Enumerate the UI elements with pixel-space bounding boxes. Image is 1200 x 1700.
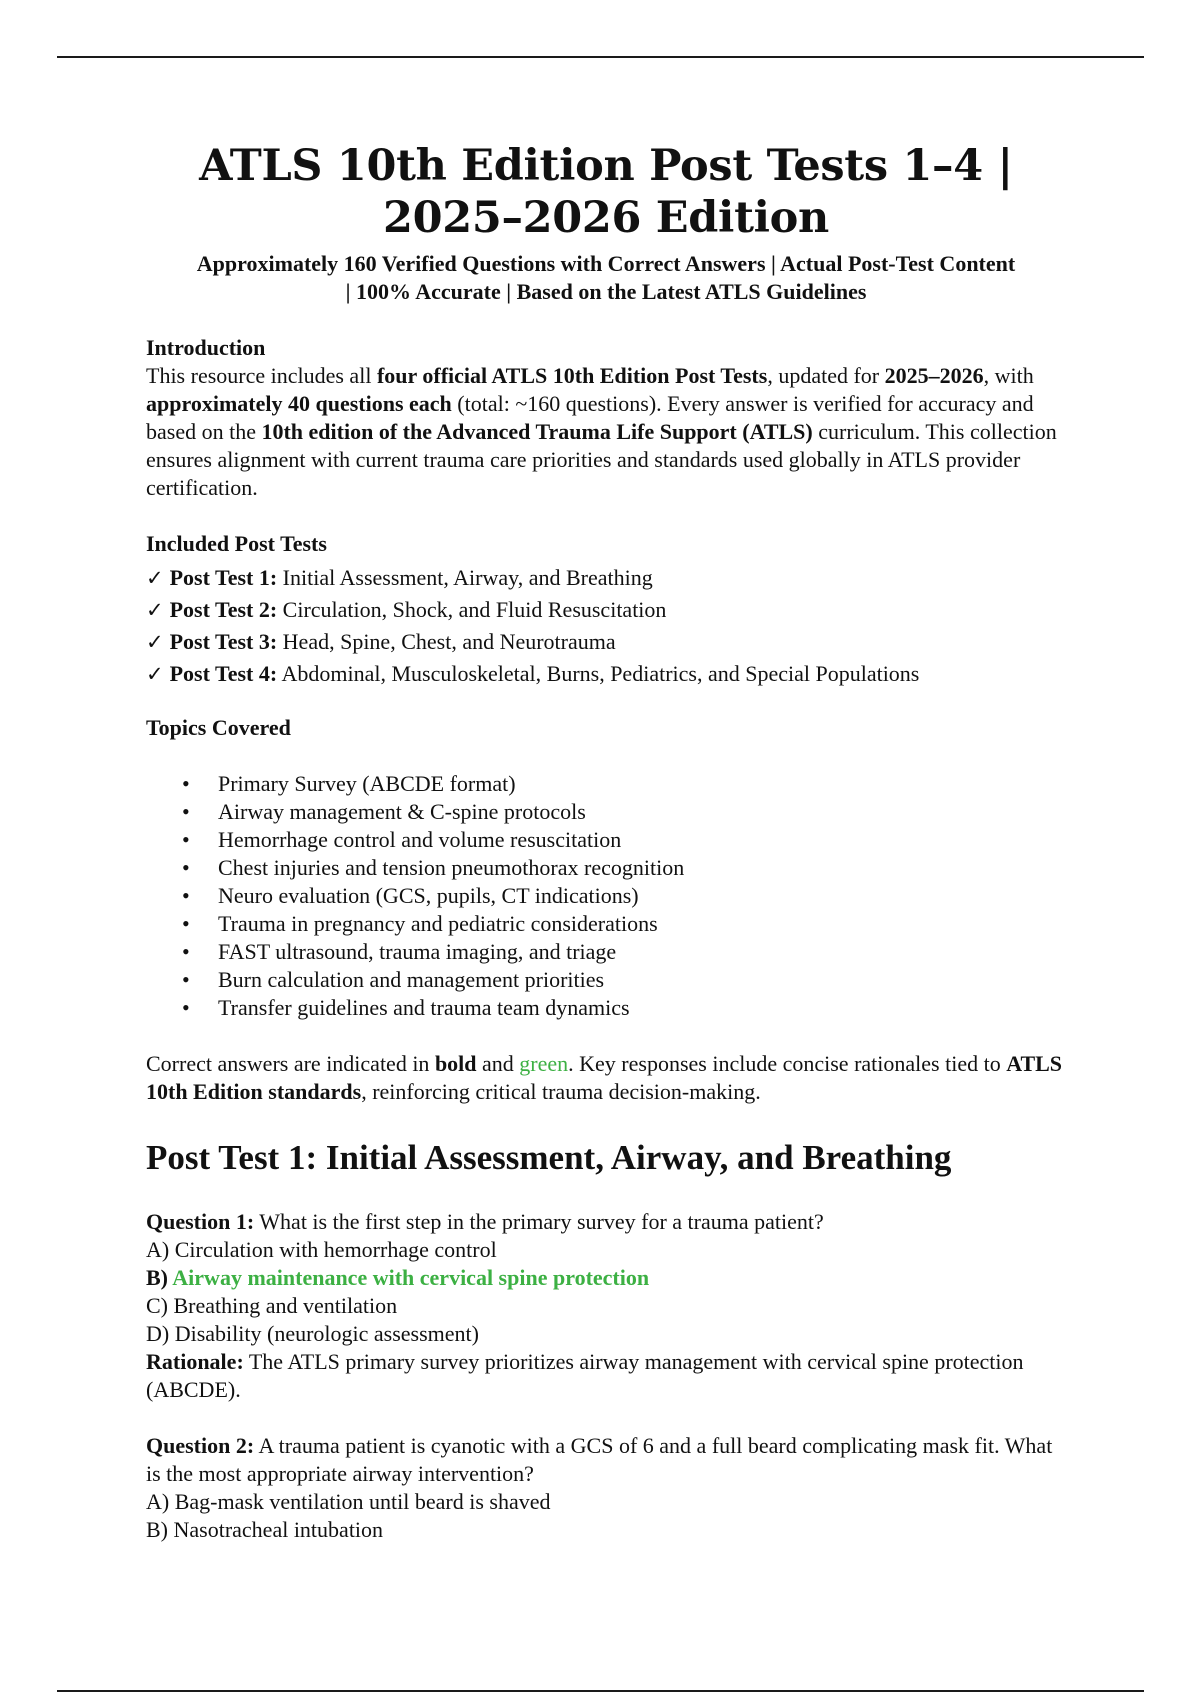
question-stem	[146, 1432, 1066, 1488]
topic-text: Transfer guidelines and trauma team dynamics	[218, 995, 630, 1020]
topic-text: Chest injuries and tension pneumothorax recognition	[218, 855, 685, 880]
list-item	[146, 910, 1066, 938]
subtitle-line-1: Approximately 160 Verified Questions with Correct Answers | Actual Post-Test Content	[196, 251, 1016, 276]
included-tests-heading: Included Post Tests	[146, 531, 327, 556]
rationale	[146, 1348, 1066, 1404]
intro-text-4: (total: ~160 questions). Every answer is verified for accuracy and based on the	[146, 391, 1034, 444]
topic-text: Burn calculation and management priorities	[218, 967, 605, 992]
document-subtitle	[146, 250, 1066, 306]
option-letter: B)	[146, 1265, 173, 1290]
top-rule	[57, 56, 1144, 58]
topics-heading: Topics Covered	[146, 715, 291, 740]
document-page	[146, 140, 1066, 1544]
list-item	[146, 882, 1066, 910]
note-text-4: , reinforcing critical trauma decision-making.	[361, 1079, 761, 1104]
post-test-label: Post Test 3:	[169, 629, 278, 654]
checkmark-icon: ✓	[146, 630, 164, 654]
intro-text-3: , with	[983, 363, 1034, 388]
note-text-2: and	[476, 1051, 520, 1076]
question-1	[146, 1208, 1066, 1404]
option-letter: D)	[146, 1321, 175, 1346]
option-letter: A)	[146, 1489, 175, 1514]
intro-bold-2: 2025–2026	[884, 363, 984, 388]
note-text-3: . Key responses include concise rationales tied to	[568, 1051, 1007, 1076]
option-text: Nasotracheal intubation	[173, 1517, 384, 1542]
question-stem	[146, 1208, 1066, 1236]
checkmark-icon: ✓	[146, 566, 164, 590]
bullet-icon: •	[182, 967, 190, 992]
post-test-text: Abdominal, Musculoskeletal, Burns, Pediatrics, and Special Populations	[277, 661, 920, 686]
subtitle-line-2: | 100% Accurate | Based on the Latest ATLS Guidelines	[345, 279, 867, 304]
note-bold-1: bold	[434, 1051, 477, 1076]
option-letter: B)	[146, 1517, 174, 1542]
list-item	[146, 594, 1066, 626]
list-item	[146, 626, 1066, 658]
checkmark-icon: ✓	[146, 598, 164, 622]
list-item	[146, 854, 1066, 882]
option-text: Breathing and ventilation	[173, 1293, 398, 1318]
option-text: Circulation with hemorrhage control	[174, 1237, 497, 1262]
included-tests-list	[146, 562, 1066, 690]
title-line-1: ATLS 10th Edition Post Tests 1–4 |	[199, 141, 1013, 191]
list-item	[146, 994, 1066, 1022]
intro-bold-1: four official ATLS 10th Edition Post Tests	[376, 363, 768, 388]
bullet-icon: •	[182, 827, 190, 852]
option-text: Bag-mask ventilation until beard is shaved	[174, 1489, 551, 1514]
list-item	[146, 826, 1066, 854]
list-item	[146, 938, 1066, 966]
topic-text: Airway management & C-spine protocols	[218, 799, 586, 824]
bullet-icon: •	[182, 995, 190, 1020]
post-test-text: Head, Spine, Chest, and Neurotrauma	[277, 629, 616, 654]
intro-text-1: This resource includes all	[146, 363, 377, 388]
section-title: Post Test 1: Initial Assessment, Airway, and Breathing	[146, 1138, 952, 1177]
bullet-icon: •	[182, 799, 190, 824]
post-test-text: Initial Assessment, Airway, and Breathing	[277, 565, 653, 590]
question-2	[146, 1432, 1066, 1544]
list-item	[146, 770, 1066, 798]
answer-option	[146, 1488, 1066, 1516]
question-label: Question 2:	[146, 1433, 255, 1458]
topic-text: Hemorrhage control and volume resuscitation	[218, 827, 622, 852]
rationale-text: The ATLS primary survey prioritizes airway management with cervical spine protection (ABCDE).	[146, 1349, 1024, 1402]
note-bold-2: ATLS 10th Edition standards	[146, 1051, 1063, 1104]
note-green-word: green	[519, 1051, 569, 1076]
option-letter: C)	[146, 1293, 174, 1318]
answer-option-correct	[146, 1264, 1066, 1292]
option-text: Disability (neurologic assessment)	[174, 1321, 479, 1346]
note-text-1: Correct answers are indicated in	[146, 1051, 435, 1076]
correct-option-text: Airway maintenance with cervical spine protection	[172, 1265, 650, 1290]
list-item	[146, 562, 1066, 594]
answer-option	[146, 1516, 1066, 1544]
option-letter: A)	[146, 1237, 175, 1262]
introduction-paragraph	[146, 362, 1066, 502]
intro-bold-4: 10th edition of the Advanced Trauma Life Support (ATLS)	[261, 419, 813, 444]
title-line-2: 2025–2026 Edition	[382, 193, 830, 243]
answer-option	[146, 1320, 1066, 1348]
question-label: Question 1:	[146, 1209, 255, 1234]
topic-text: Neuro evaluation (GCS, pupils, CT indications)	[218, 883, 639, 908]
answer-option	[146, 1236, 1066, 1264]
answer-key-note	[146, 1050, 1066, 1106]
post-test-label: Post Test 1:	[169, 565, 278, 590]
bullet-icon: •	[182, 939, 190, 964]
bullet-icon: •	[182, 911, 190, 936]
intro-text-5: curriculum. This collection ensures alignment with current trauma care priorities and standards used globally in ATLS provider certification.	[146, 419, 1057, 500]
list-item	[146, 798, 1066, 826]
bullet-icon: •	[182, 855, 190, 880]
bottom-rule	[57, 1690, 1144, 1692]
list-item	[146, 966, 1066, 994]
bullet-icon: •	[182, 771, 190, 796]
bullet-icon: •	[182, 883, 190, 908]
topics-list	[146, 770, 1066, 1022]
checkmark-icon: ✓	[146, 662, 164, 686]
intro-bold-3: approximately 40 questions each	[146, 391, 452, 416]
intro-text-2: , updated for	[767, 363, 885, 388]
topic-text: Trauma in pregnancy and pediatric considerations	[218, 911, 658, 936]
question-text: What is the first step in the primary survey for a trauma patient?	[254, 1209, 824, 1234]
post-test-label: Post Test 4:	[169, 661, 278, 686]
answer-option	[146, 1292, 1066, 1320]
topic-text: FAST ultrasound, trauma imaging, and triage	[218, 939, 617, 964]
post-test-label: Post Test 2:	[169, 597, 278, 622]
topic-text: Primary Survey (ABCDE format)	[218, 771, 516, 796]
rationale-label: Rationale:	[146, 1349, 244, 1374]
list-item	[146, 658, 1066, 690]
introduction-heading: Introduction	[146, 335, 266, 360]
document-title	[146, 140, 1066, 244]
post-test-text: Circulation, Shock, and Fluid Resuscitation	[277, 597, 667, 622]
question-text: A trauma patient is cyanotic with a GCS of 6 and a full beard complicating mask fit. What is the most appropriate airway intervention?	[146, 1433, 1053, 1486]
